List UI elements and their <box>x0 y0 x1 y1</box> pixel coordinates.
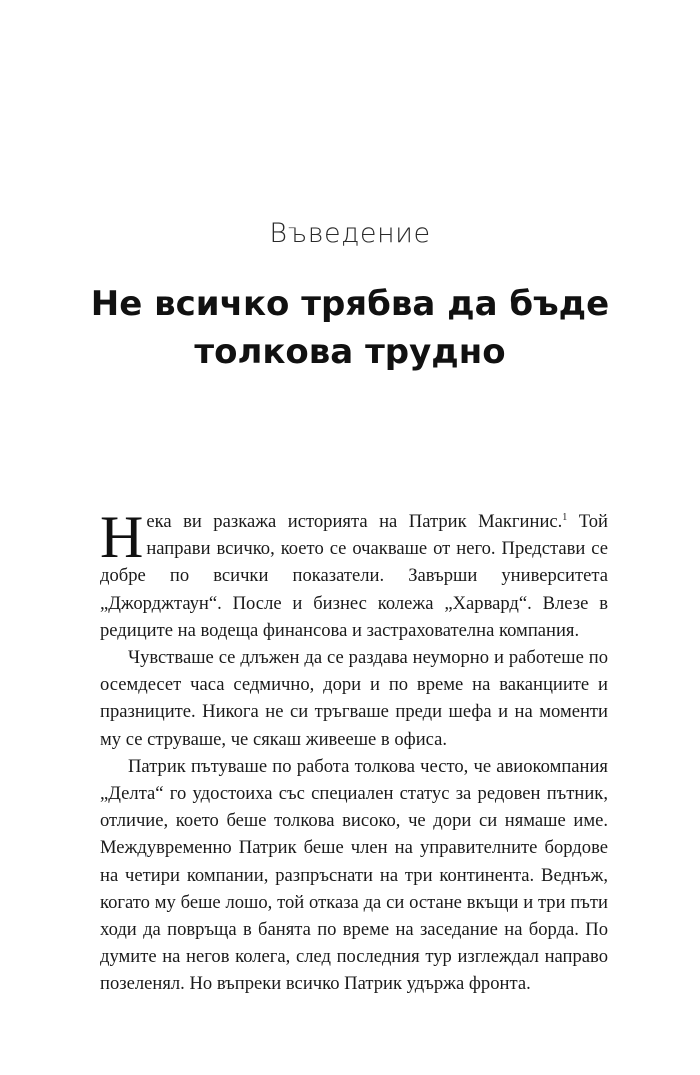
paragraph-1 <box>100 504 608 644</box>
body-text <box>100 504 608 998</box>
paragraph-1-opening: ека ви разкажа историята на Патрик Макгинис. <box>146 511 563 532</box>
chapter-title: Не всичко трябва да бъде толкова трудно <box>90 284 610 372</box>
paragraph-1-rest: Той направи всичко, което се очакваше от него. Представи се добре по всички показатели. Завърши университета „Джорджтаун“. После и бизнес колежа „Харвард“. Влезе в редиците на водеща финансова и застрахователна компания. <box>100 511 608 641</box>
footnote-marker: 1 <box>562 511 568 523</box>
drop-cap: Н <box>100 504 144 570</box>
chapter-label: Въведение <box>269 218 431 249</box>
paragraph-2: Чувстваше се длъжен да се раздава неуморно и работеше по осемдесет часа седмично, дори и по време на ваканциите и празниците. Никога не си тръгваше преди шефа и на моменти му се струваше, че сякаш живееше в офиса. <box>100 647 608 750</box>
paragraph-3: Патрик пътуваше по работа толкова често, че авиокомпания „Делта“ го удостоиха със специален статус за редовен пътник, отличие, което беше толкова високо, че дори си нямаше име. Междувременно Патрик беше член на управителните бордове на четири компании, разпръснати на три континента. Веднъж, когато му беше лошо, той отказа да си остане вкъщи и три пъти ходи да повръща в банята по време на заседание на борда. По думите на негов колега, след последния тур изглеждал направо позеленял. Но въпреки всичко Патрик удържа фронта. <box>100 755 608 995</box>
